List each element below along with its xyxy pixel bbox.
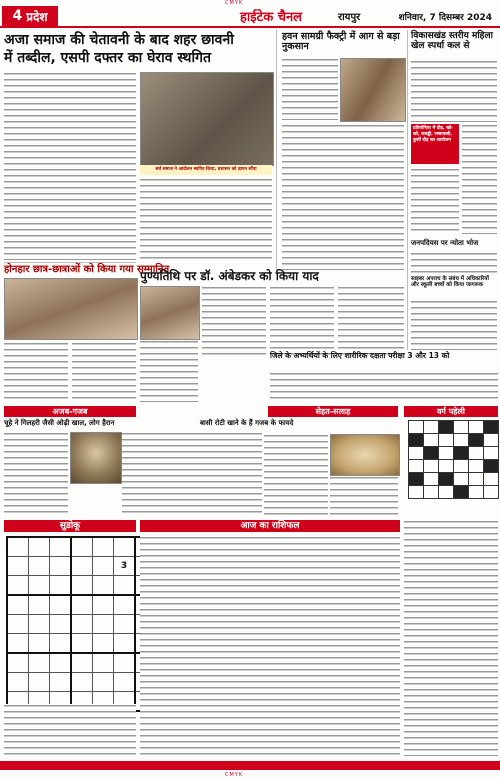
sudoku-cell [50, 634, 72, 654]
city-name: रायपुर [338, 12, 361, 23]
sehat-tag: सेहत-सलाह [268, 406, 398, 417]
sudoku-cell [7, 634, 29, 654]
sudoku-cell [50, 653, 72, 673]
issue-date: शनिवार, 7 दिसम्बर 2024 [398, 13, 492, 23]
sudoku-cell [50, 615, 72, 634]
cmyk-mark-top: CMYK [225, 0, 244, 6]
sudoku-cell [114, 595, 136, 615]
sudoku-cell [7, 653, 29, 673]
page-number-box [2, 6, 58, 26]
lead-headline-1: अजा समाज की चेतावनी के बाद शहर छावनी [4, 32, 234, 48]
sudoku-cell [7, 615, 29, 634]
sudoku-cell [114, 576, 136, 596]
sudoku-title: सुडोकू [4, 520, 136, 532]
sudoku-cell [71, 576, 93, 596]
ajab-photo [70, 432, 122, 484]
page-number: 4 [12, 8, 23, 24]
lead-body-col1 [4, 72, 136, 260]
rashifal-title: आज का राशिफल [140, 520, 400, 532]
ajab-body-2 [122, 432, 262, 516]
vikas-body-3 [411, 168, 459, 234]
sudoku-cell [7, 557, 29, 576]
divider [407, 30, 408, 350]
sudoku-cell [71, 615, 93, 634]
crossword-title: वर्ग पहेली [404, 406, 498, 417]
jan-body [411, 252, 497, 274]
divider [276, 30, 277, 270]
sudoku-cell [50, 673, 72, 692]
sudoku-cell [7, 595, 29, 615]
sudoku-cell [114, 673, 136, 692]
sudoku-cell [93, 595, 114, 615]
sudoku-cell: 3 [114, 557, 136, 576]
lead-headline-2: में तब्दील, एसपी दफ्तर का घेराव स्थगित [4, 50, 211, 66]
honhar-body-1 [4, 342, 68, 402]
sudoku-cell [71, 673, 93, 692]
ambedkar-photo [140, 286, 200, 340]
sudoku-cell [50, 576, 72, 596]
sudoku-cell [50, 595, 72, 615]
ambedkar-body-1 [202, 286, 266, 356]
honhar-headline: होनहार छात्र-छात्राओं को किया गया सम्मानित [4, 264, 170, 275]
sudoku-cell [7, 673, 29, 692]
sudoku-cell [71, 653, 93, 673]
crossword-clues [404, 520, 498, 756]
rashifal-body [140, 536, 400, 758]
ajab-tag: अजब-गजब [4, 406, 136, 417]
sudoku-cell [50, 557, 72, 576]
masthead [0, 6, 500, 28]
ambedkar-body-2 [270, 286, 334, 356]
footer-bar [0, 761, 500, 770]
sudoku-cell [71, 595, 93, 615]
sudoku-cell [29, 557, 50, 576]
ajab-body-1 [4, 432, 68, 516]
sudoku-cell [93, 557, 114, 576]
sudoku-cell [93, 634, 114, 654]
sehat-headline: बासी रोटी खाने के हैं गजब के फायदे [200, 419, 294, 427]
exam-body [270, 372, 498, 400]
paper-name: हाईटेक चैनल [240, 10, 302, 25]
sudoku-cell [114, 615, 136, 634]
section-name: प्रदेश [26, 9, 48, 24]
sudoku-cell [71, 537, 93, 557]
vikas-highlight-box: प्रतियोगिता में दौड़, खो-खो, कबड्डी, रस्साकसी, कुर्सी दौड़ का आयोजन [411, 124, 459, 164]
lead-photo [140, 72, 274, 166]
cmyk-mark-bottom: CMYK [225, 772, 244, 778]
ambedkar-headline: पुण्यतिथि पर डॉ. अंबेडकर को किया याद [140, 269, 319, 283]
sehat-photo [330, 434, 400, 476]
sudoku-cell [93, 615, 114, 634]
ambedkar-body-3 [338, 286, 404, 356]
sudoku-cell [114, 634, 136, 654]
lead-photo-caption: सर्व समाज ने आंदोलन स्थगित किया, प्रशासन को ज्ञापन सौंपा [140, 165, 272, 175]
sudoku-cell [50, 537, 72, 557]
ajab-headline: चूहे ने गिलहरी जैसी ओढ़ी खाल, लोग हैरान [4, 419, 115, 427]
police-body [411, 300, 497, 350]
sudoku-cell [7, 537, 29, 557]
sudoku-cell [29, 634, 50, 654]
fire-body-2 [282, 124, 404, 270]
sudoku-cell [29, 673, 50, 692]
sudoku-instructions [4, 704, 136, 758]
lead-body-col2 [140, 178, 272, 260]
sehat-body-2 [330, 476, 398, 516]
sudoku-cell [29, 595, 50, 615]
divider [4, 262, 136, 263]
vikas-body-2 [462, 124, 497, 234]
jan-headline: जनपदियस पर न्योता भोज [411, 239, 479, 247]
sudoku-cell [29, 615, 50, 634]
sudoku-cell [93, 537, 114, 557]
sudoku-cell [114, 653, 136, 673]
crossword-grid [408, 420, 499, 499]
vikas-headline: विकासखंड स्तरीय महिला खेल स्पर्धा कल से [411, 31, 493, 51]
sudoku-cell [29, 537, 50, 557]
sudoku-cell [71, 634, 93, 654]
sudoku-cell [93, 653, 114, 673]
sudoku-cell [29, 653, 50, 673]
sudoku-cell [7, 576, 29, 596]
honhar-photo [4, 278, 138, 340]
sudoku-cell [93, 576, 114, 596]
police-headline: साइबर अपराध के संबंध में अधिकारियों और स्कूली बच्चों को किया जागरूक [411, 276, 489, 289]
ambedkar-body-4 [140, 340, 198, 402]
vikas-body-1 [411, 60, 497, 122]
sudoku-cell [71, 557, 93, 576]
fire-body-1 [282, 58, 338, 120]
sudoku-cell [29, 576, 50, 596]
sudoku-cell [114, 537, 136, 557]
honhar-body-2 [72, 342, 136, 402]
sudoku-cell [93, 673, 114, 692]
sehat-body-1 [264, 434, 328, 516]
fire-headline: हवन सामग्री फैक्ट्री में आग से बड़ा नुकसान [282, 31, 400, 53]
fire-photo [340, 58, 406, 122]
exam-headline: जिले के अभ्यर्थियों के लिए शारीरिक दक्षता परीक्षा 3 और 13 को [270, 351, 450, 360]
